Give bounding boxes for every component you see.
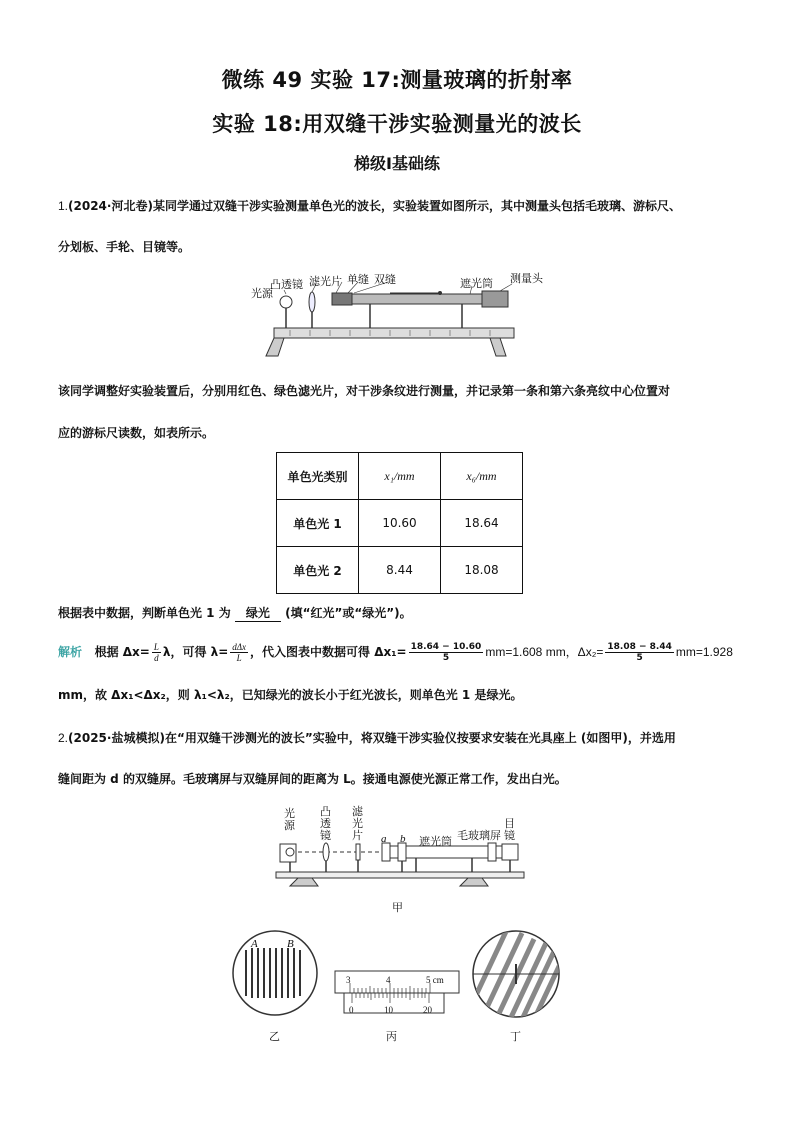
q1-line3: 该同学调整好实验装置后，分别用红色、绿色滤光片，对干涉条纹进行测量，并记录第一条和第六条亮纹中心位置对 [58, 384, 671, 398]
q1-text1: 某同学通过双缝干涉实验测量单色光的波长，实验装置如图所示，其中测量头包括毛玻璃、游标尺、 [152, 199, 681, 213]
q1-number: 1. [58, 199, 69, 213]
q2-label-light-source: 光源 [284, 808, 295, 832]
table-cell: 单色光 1 [277, 500, 359, 547]
q1-source: (2024·河北卷) [68, 199, 153, 213]
fraction-denominator: L [236, 653, 242, 663]
q2-source: (2025·盐城模拟) [68, 731, 165, 745]
q2-scale-vernier-0: 0 [349, 1005, 354, 1015]
q2-scale-vernier-10: 10 [384, 1005, 393, 1015]
q1-analysis-line2: mm，故 Δx₁<Δx₂，则 λ₁<λ₂，已知绿光的波长小于红光波长，则单色光 1 是绿光。 [58, 688, 523, 702]
q2-figure-ding [470, 928, 562, 1020]
table-header-row [277, 453, 523, 500]
table-cell: 单色光 2 [277, 547, 359, 594]
table-cell: 8.44 [359, 547, 441, 594]
fraction [605, 642, 673, 663]
q1-label-convex-lens: 凸透镜 [270, 279, 303, 291]
analysis-text: mm=1.928 [675, 645, 733, 659]
q2-label-a: a [381, 833, 387, 845]
q2-text1: 在“用双缝干涉测光的波长”实验中，将双缝干涉实验仪按要求安装在光具座上 (如图甲)，并选用 [164, 731, 676, 745]
table-header-cell: 单色光类别 [277, 453, 359, 500]
q2-caption-jia: 甲 [392, 902, 403, 914]
q2-label-B: B [287, 938, 294, 950]
q1-data-table [276, 452, 523, 594]
q1-question [58, 604, 412, 622]
q2-scale-main-4: 4 [386, 975, 391, 985]
page-title-line2: 实验 18:用双缝干涉实验测量光的波长 [212, 112, 582, 136]
analysis-text: 根据 Δx= [94, 645, 150, 659]
analysis-text: mm=1.608 mm，Δx₂= [485, 645, 604, 659]
q2-label-filter: 滤光片 [352, 806, 363, 842]
analysis-text: λ，可得 λ= [162, 645, 229, 659]
page-title-line1: 微练 49 实验 17:测量玻璃的折射率 [221, 68, 573, 92]
q2-caption-yi: 乙 [269, 1031, 280, 1043]
table-row [277, 547, 523, 594]
q1-label-tube: 遮光筒 [460, 278, 493, 290]
q1-label-double-slit: 双缝 [374, 274, 396, 286]
analysis-tag: 解析 [58, 645, 83, 659]
analysis-text: ，代入图表中数据可得 Δx₁= [250, 645, 407, 659]
table-cell: 10.60 [359, 500, 441, 547]
q2-label-eyepiece: 目镜 [504, 818, 515, 842]
q1-label-filter: 滤光片 [309, 276, 342, 288]
q1-label-light-source: 光源 [251, 288, 273, 300]
q1-question-pre: 根据表中数据，判断单色光 1 为 [58, 606, 231, 620]
fraction [230, 642, 248, 663]
fraction [409, 642, 484, 663]
q2-scale-main-3: 3 [346, 975, 351, 985]
q2-label-b: b [400, 833, 406, 845]
q2-label-A: A [251, 938, 258, 950]
q2-caption-bing: 丙 [386, 1031, 397, 1043]
q1-label-measuring-head: 测量头 [510, 273, 543, 285]
table-cell: 18.64 [441, 500, 523, 547]
q2-number: 2. [58, 731, 69, 745]
q1-answer-blank: 绿光 [235, 604, 281, 622]
fraction-numerator: 18.64 − 10.60 [410, 642, 482, 652]
q2-line2: 缝间距为 d 的双缝屏。毛玻璃屏与双缝屏间的距离为 L。接通电源使光源正常工作，发出白光。 [58, 772, 567, 786]
table-row [277, 500, 523, 547]
q2-figure-yi [230, 928, 320, 1018]
q1-question-post: (填“红光”或“绿光”)。 [285, 606, 412, 620]
q2-label-tube: 遮光筒 [419, 836, 452, 848]
q2-scale-main-5cm: 5 cm [426, 975, 444, 985]
fraction-numerator: L [153, 642, 159, 652]
fraction-numerator: 18.08 − 8.44 [607, 642, 672, 652]
fraction [152, 642, 161, 663]
fraction-denominator: d [154, 653, 159, 663]
table-header-cell: x₆/mm [441, 453, 523, 500]
table-cell: 18.08 [441, 547, 523, 594]
q1-analysis-line1 [58, 642, 733, 663]
q2-label-screen: 毛玻璃屏 [457, 830, 501, 842]
q1-line2: 分划板、手轮、目镜等。 [58, 240, 191, 254]
q1-label-single-slit: 单缝 [347, 274, 369, 286]
fraction-numerator: dΔx [232, 642, 247, 652]
q2-line1 [58, 729, 676, 746]
table-header-cell: x₁/mm [359, 453, 441, 500]
q2-figure-jia [272, 800, 532, 900]
q2-label-convex-lens: 凸透镜 [320, 806, 331, 842]
fraction-denominator: 5 [442, 653, 450, 663]
section-subtitle: 梯级Ⅰ基础练 [354, 154, 440, 173]
q1-line4: 应的游标尺读数，如表所示。 [58, 426, 215, 440]
q2-scale-vernier-20: 20 [423, 1005, 432, 1015]
fraction-denominator: 5 [636, 653, 643, 663]
q2-caption-ding: 丁 [510, 1031, 521, 1043]
q1-line1 [58, 197, 681, 214]
